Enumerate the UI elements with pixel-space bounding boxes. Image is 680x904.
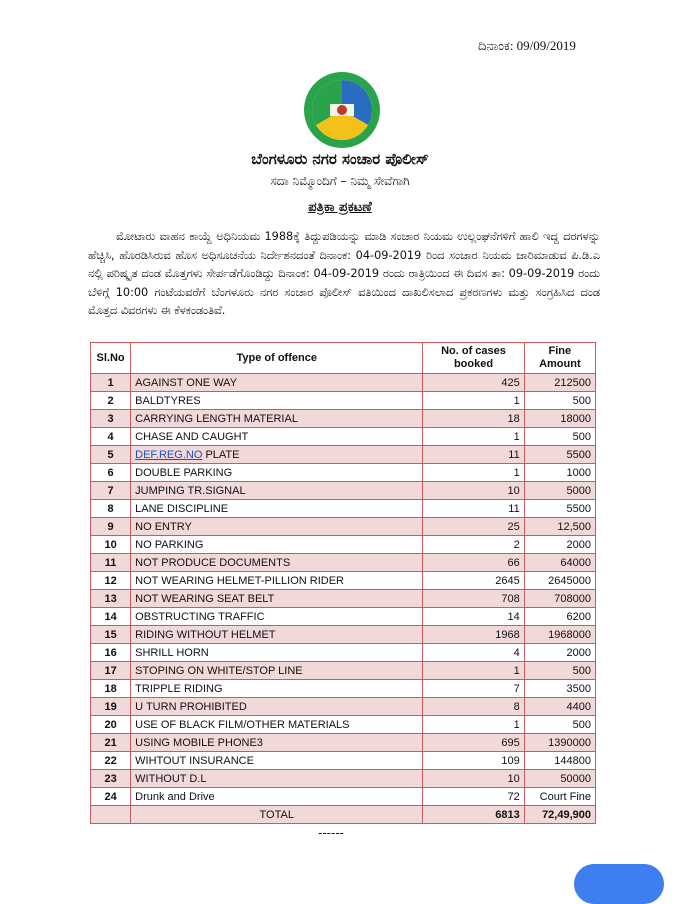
table-row [91,428,596,446]
row-fine: 2645000 [524,572,595,590]
row-sl-no: 16 [91,644,131,662]
row-fine: 500 [524,716,595,734]
table-row [91,374,596,392]
table-header-row [91,343,596,374]
row-sl-no: 10 [91,536,131,554]
table-row [91,734,596,752]
row-offence: STOPING ON WHITE/STOP LINE [131,662,423,680]
total-cases: 6813 [423,806,524,824]
row-cases: 11 [423,500,524,518]
def-reg-no-link[interactable]: DEF.REG.NO [135,448,203,461]
offence-table [90,342,596,824]
table-row [91,518,596,536]
row-fine: 6200 [524,608,595,626]
press-release-title-text: ಪತ್ರಿಕಾ ಪ್ರಕಟಣೆ [308,200,372,215]
table-row [91,482,596,500]
row-cases: 66 [423,554,524,572]
row-offence: CARRYING LENGTH MATERIAL [131,410,423,428]
press-release-title [0,200,680,215]
row-cases: 1 [423,428,524,446]
row-offence: NOT WEARING HELMET-PILLION RIDER [131,572,423,590]
row-sl-no: 22 [91,752,131,770]
row-sl-no: 21 [91,734,131,752]
row-fine: 500 [524,428,595,446]
row-sl-no: 14 [91,608,131,626]
row-cases: 4 [423,644,524,662]
row-offence: USE OF BLACK FILM/OTHER MATERIALS [131,716,423,734]
row-fine: Court Fine [524,788,595,806]
table-row [91,590,596,608]
row-sl-no: 13 [91,590,131,608]
table-total-row [91,806,596,824]
row-offence: JUMPING TR.SIGNAL [131,482,423,500]
row-offence: CHASE AND CAUGHT [131,428,423,446]
row-sl-no: 4 [91,428,131,446]
row-sl-no: 23 [91,770,131,788]
row-cases: 708 [423,590,524,608]
table-row [91,608,596,626]
table-row [91,554,596,572]
row-offence: SHRILL HORN [131,644,423,662]
row-cases: 1 [423,464,524,482]
row-fine: 2000 [524,536,595,554]
row-cases: 10 [423,482,524,500]
row-fine: 64000 [524,554,595,572]
total-empty-cell [91,806,131,824]
row-cases: 109 [423,752,524,770]
row-fine: 5500 [524,500,595,518]
row-sl-no: 9 [91,518,131,536]
row-sl-no: 20 [91,716,131,734]
header-type-of-offence: Type of offence [131,343,423,374]
table-row [91,752,596,770]
row-fine: 3500 [524,680,595,698]
table-row [91,572,596,590]
row-sl-no: 15 [91,626,131,644]
document-date: ದಿನಾಂಕ: 09/09/2019 [478,38,576,53]
row-cases: 14 [423,608,524,626]
row-offence: TRIPPLE RIDING [131,680,423,698]
row-offence: DOUBLE PARKING [131,464,423,482]
row-fine: 5500 [524,446,595,464]
row-cases: 1 [423,392,524,410]
row-fine: 4400 [524,698,595,716]
row-cases: 11 [423,446,524,464]
table-row [91,536,596,554]
row-sl-no: 17 [91,662,131,680]
table-row [91,392,596,410]
row-offence: LANE DISCIPLINE [131,500,423,518]
table-row [91,446,596,464]
table-row [91,500,596,518]
total-fine: 72,49,900 [524,806,595,824]
table-row [91,662,596,680]
row-sl-no: 7 [91,482,131,500]
press-release-body: ಮೋಟಾರು ವಾಹನ ಕಾಯ್ದೆ ಅಧಿನಿಯಮ 1988ಕ್ಕೆ ತಿದ್ದುಪಡಿಯನ್ನು ಮಾಡಿ ಸಂಚಾರ ನಿಯಮ ಉಲ್ಲಂಘನೆಗಳಿಗೆ ಹಾಲಿ ಇದ್ದ ದರಗಳನ್ನು ಹೆಚ್ಚಿಸಿ, ಹೊರಡಿಸಿರುವ ಹೊಸ ಅಧಿಸೂಚನೆಯ ನಿರ್ದೇಶನದಂತೆ ದಿನಾಂಕ: 04-09-2019 ರಿಂದ ಸಂಚಾರ ನಿಯಮ ಜಾರಿಮಾಡುವ ಪಿ.ಡಿ.ಎ ನಲ್ಲಿ ಪರಿಷ್ಕೃತ ದಂಡ ಮೊತ್ತಗಳು ಸೇರ್ಪಡೆಗೊಂಡಿದ್ದು ದಿನಾಂಕ: 04-09-2019 ರಂದು ರಾತ್ರಿಯಿಂದ ಈ ದಿವಸ ತಾ: 09-09-2019 ರಂದು ಬೆಳಿಗ್ಗೆ 10:00 ಗಂಟೆಯವರೆಗೆ ಬೆಂಗಳೂರು ನಗರ ಸಂಚಾರ ಪೊಲೀಸ್ ವತಿಯಿಂದ ದಾಖಲಿಸಲಾದ ಪ್ರಕರಣಗಳು ಮತ್ತು ಸಂಗ್ರಹಿಸಿದ ದಂಡ ಮೊತ್ತದ ವಿವರಗಳು ಈ ಕೆಳಕಂಡಂತಿವೆ. [88,230,600,317]
header-sl-no: Sl.No [91,343,131,374]
row-cases: 25 [423,518,524,536]
row-sl-no: 3 [91,410,131,428]
table-row [91,716,596,734]
row-sl-no: 2 [91,392,131,410]
row-cases: 72 [423,788,524,806]
organization-tagline: ಸದಾ ನಿಮ್ಮೊಂದಿಗೆ – ನಿಮ್ಮ ಸೇವೆಗಾಗಿ [270,174,410,188]
row-offence: NO ENTRY [131,518,423,536]
row-cases: 695 [423,734,524,752]
row-sl-no: 8 [91,500,131,518]
row-cases: 8 [423,698,524,716]
row-sl-no: 18 [91,680,131,698]
row-fine: 212500 [524,374,595,392]
row-fine: 1968000 [524,626,595,644]
row-cases: 10 [423,770,524,788]
row-sl-no: 1 [91,374,131,392]
row-cases: 2645 [423,572,524,590]
row-offence: DEF.REG.NO PLATE [131,446,423,464]
row-sl-no: 12 [91,572,131,590]
row-offence: USING MOBILE PHONE3 [131,734,423,752]
row-offence: WIHTOUT INSURANCE [131,752,423,770]
row-fine: 500 [524,662,595,680]
total-label: TOTAL [131,806,423,824]
table-row [91,644,596,662]
table-row [91,626,596,644]
table-row [91,770,596,788]
row-sl-no: 11 [91,554,131,572]
row-fine: 1390000 [524,734,595,752]
row-offence: AGAINST ONE WAY [131,374,423,392]
row-cases: 1968 [423,626,524,644]
row-offence: BALDTYRES [131,392,423,410]
row-cases: 7 [423,680,524,698]
row-fine: 2000 [524,644,595,662]
traffic-police-logo [302,70,382,150]
header-fine-amount: Fine Amount [524,343,595,374]
row-offence: U TURN PROHIBITED [131,698,423,716]
organization-name: ಬೆಂಗಳೂರು ನಗರ ಸಂಚಾರ ಪೊಲೀಸ್ [251,150,429,168]
row-offence: OBSTRUCTING TRAFFIC [131,608,423,626]
row-fine: 1000 [524,464,595,482]
row-fine: 500 [524,392,595,410]
row-fine: 18000 [524,410,595,428]
row-fine: 144800 [524,752,595,770]
row-sl-no: 24 [91,788,131,806]
row-sl-no: 19 [91,698,131,716]
header-cases-booked: No. of cases booked [423,343,524,374]
row-cases: 2 [423,536,524,554]
row-offence: NOT WEARING SEAT BELT [131,590,423,608]
offence-table-body [91,374,596,824]
row-cases: 1 [423,662,524,680]
row-fine: 5000 [524,482,595,500]
end-dashes: ------ [318,826,344,840]
row-fine: 708000 [524,590,595,608]
row-offence: Drunk and Drive [131,788,423,806]
row-offence: NO PARKING [131,536,423,554]
table-row [91,680,596,698]
table-row [91,464,596,482]
table-row [91,788,596,806]
floating-action-button[interactable] [574,864,664,904]
row-sl-no: 5 [91,446,131,464]
row-fine: 50000 [524,770,595,788]
row-offence: RIDING WITHOUT HELMET [131,626,423,644]
row-cases: 18 [423,410,524,428]
row-cases: 425 [423,374,524,392]
row-offence: NOT PRODUCE DOCUMENTS [131,554,423,572]
row-offence: WITHOUT D.L [131,770,423,788]
row-cases: 1 [423,716,524,734]
row-sl-no: 6 [91,464,131,482]
table-row [91,698,596,716]
table-row [91,410,596,428]
row-fine: 12,500 [524,518,595,536]
